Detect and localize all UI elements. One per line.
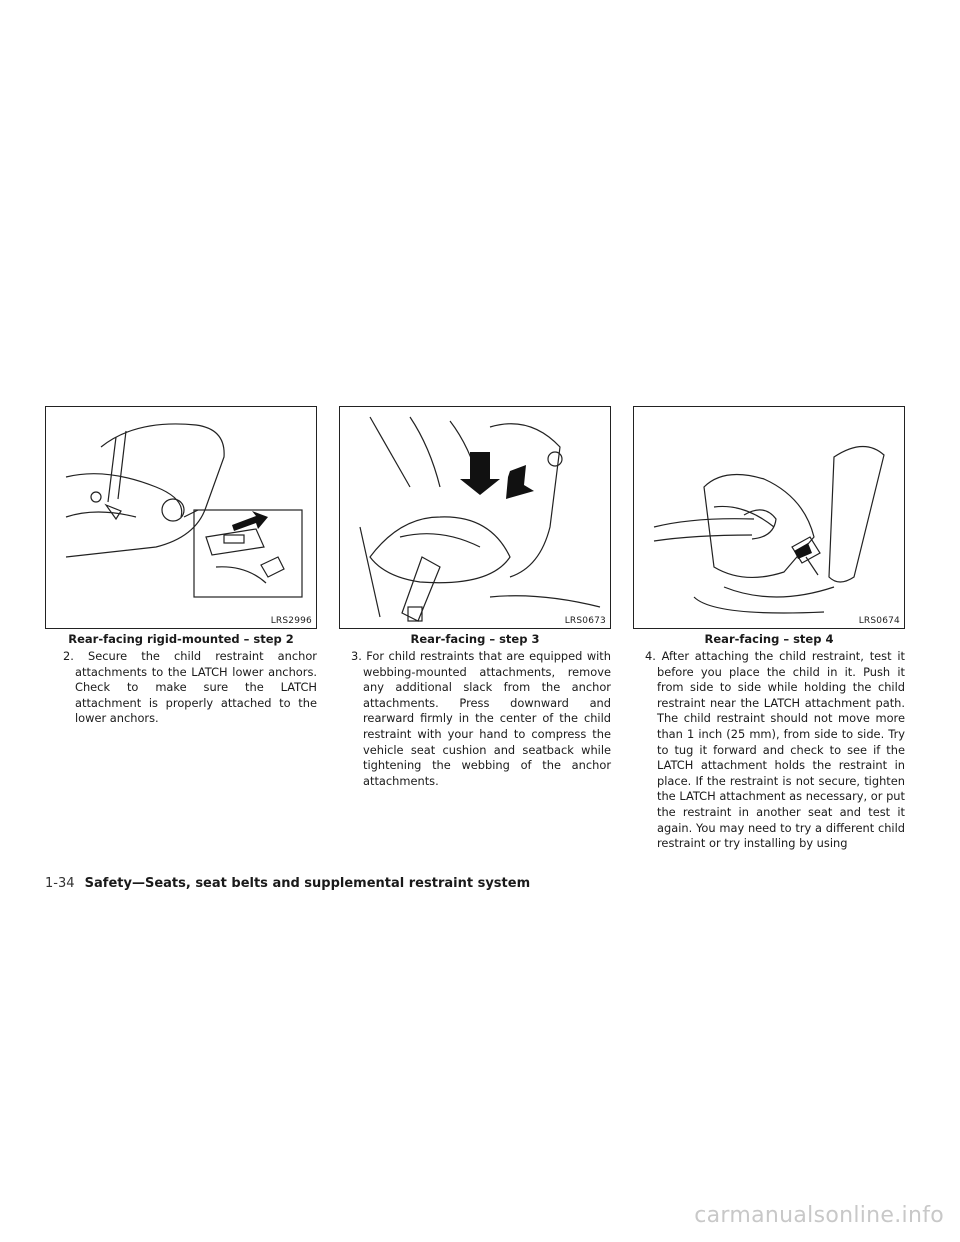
figure-code: LRS0673 [564, 616, 606, 626]
step-2-text: 2. Secure the child restraint anchor attachments to the LATCH lower anchors. Check to make sure the LATCH attachment is properly attached to the lower anchors. [63, 649, 317, 726]
page-footer [45, 876, 530, 891]
step-3-text: 3. For child restraints that are equipped with webbing-mounted attachments, remove any additional slack from the anchor attachments. Press downward and rearward firmly in the center of the child restraint with your hand to compress the vehicle seat cushion and seatback while tightening the webbing of the anchor attachments. [351, 649, 611, 788]
illustration-test-side-to-side [634, 407, 904, 628]
illustration-webbing-tighten [340, 407, 610, 628]
column-2 [339, 406, 611, 789]
section-title: Safety—Seats, seat belts and supplemental restraint system [84, 876, 531, 891]
figure-caption: Rear-facing – step 4 [704, 632, 834, 646]
figure-code: LRS0674 [858, 616, 900, 626]
page-number: 1-34 [45, 876, 75, 891]
watermark: carmanualsonline.info [694, 1203, 944, 1228]
illustration-rigid-mounted-latch [46, 407, 316, 628]
figure-caption: Rear-facing rigid-mounted – step 2 [68, 632, 294, 646]
column-1 [45, 406, 317, 727]
figure-code: LRS2996 [270, 616, 312, 626]
figure-latch-attach [45, 406, 317, 629]
figure-press-down [339, 406, 611, 629]
figure-test-restraint [633, 406, 905, 629]
figure-caption: Rear-facing – step 3 [410, 632, 540, 646]
step-4-text: 4. After attaching the child restraint, test it before you place the child in it. Push it from side to side while holding the child restraint near the LATCH attachment path. The child restraint should not move more than 1 inch (25 mm), from side to side. Try to tug it forward and check to see if the LATCH attachment holds the restraint in place. If the restraint is not secure, tighten the LATCH attachment as necessary, or put the restraint in another seat and test it again. You may need to try a different child restraint or try installing by using [645, 649, 905, 851]
column-3 [633, 406, 905, 852]
